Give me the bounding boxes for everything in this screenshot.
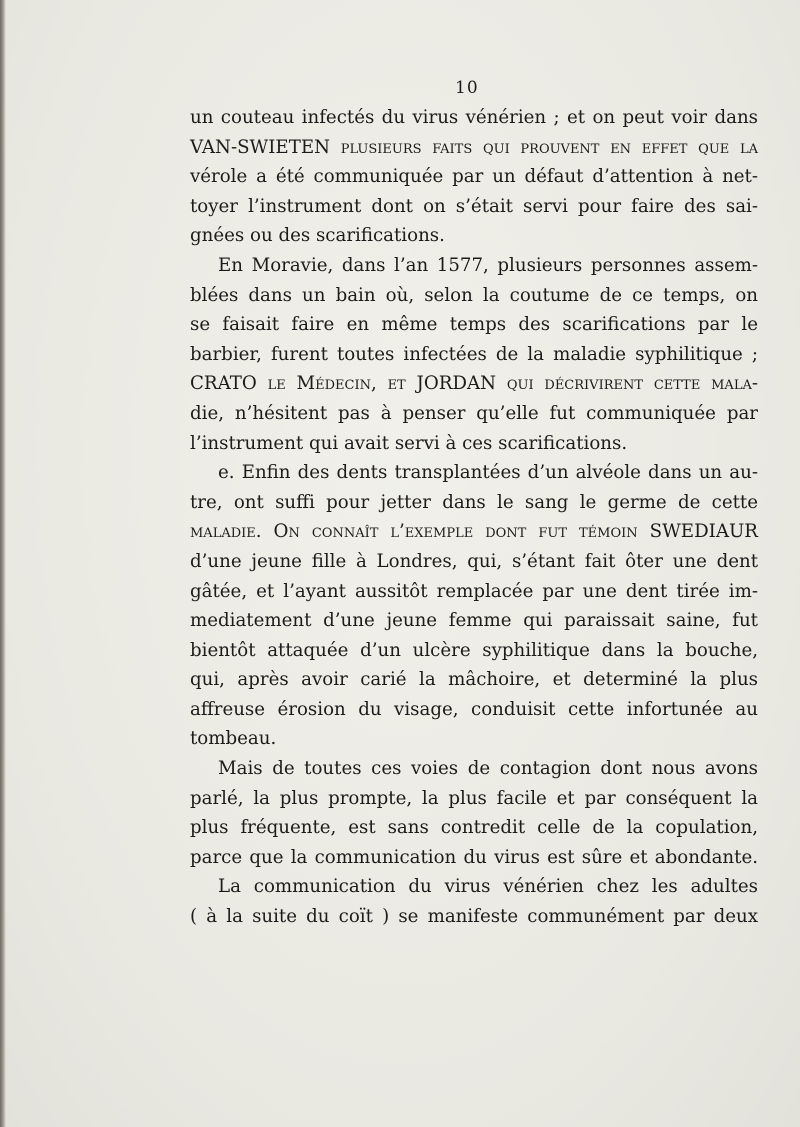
text-line: gnées ou des scarifications.	[190, 225, 445, 247]
text-line: se faisait faire en même temps des scarifications par le	[190, 314, 758, 336]
text-line: l’instrument qui avait servi à ces scarifications.	[190, 432, 628, 454]
page-number: 10	[455, 78, 479, 98]
text-line: mediatement d’une jeune femme qui paraissait saine, fut	[190, 610, 758, 632]
text-line: vérole a été communiquée par un défaut d’attention à net-	[190, 166, 758, 188]
text-line: Mais de toutes ces voies de contagion dont nous avons	[218, 758, 758, 780]
text-line: toyer l’instrument dont on s’était servi pour faire des sai-	[190, 195, 758, 217]
text-line: barbier, furent toutes infectées de la maladie syphilitique ;	[190, 343, 758, 365]
text-line: bientôt attaquée d’un ulcère syphilitique dans la bouche,	[190, 639, 758, 661]
text-line: VAN-SWIETEN plusieurs faits qui prouvent en effet que la	[190, 136, 758, 158]
text-line: e. Enfin des dents transplantées d’un alvéole dans un au-	[218, 462, 758, 484]
text-line: plus fréquente, est sans contredit celle de la copulation,	[190, 817, 758, 839]
text-line: ( à la suite du coït ) se manifeste communément par deux	[190, 906, 758, 928]
text-line: La communication du virus vénérien chez les adultes	[218, 876, 758, 898]
text-line: qui, après avoir carié la mâchoire, et determiné la plus	[190, 669, 758, 691]
text-line: parlé, la plus prompte, la plus facile et par conséquent la	[190, 787, 758, 809]
text-line: parce que la communication du virus est sûre et abondante.	[190, 846, 758, 868]
text-line: CRATO le Médecin, et JORDAN qui décrivirent cette mala-	[190, 373, 758, 395]
body-text	[190, 103, 758, 932]
text-line: d’une jeune fille à Londres, qui, s’étant fait ôter une dent	[190, 550, 758, 572]
text-line: affreuse érosion du visage, conduisit cette infortunée au	[190, 698, 758, 720]
text-line: tombeau.	[190, 728, 277, 750]
text-line: un couteau infectés du virus vénérien ; et on peut voir dans	[190, 107, 758, 128]
text-line: maladie. On connaît l’exemple dont fut témoin SWEDIAUR	[190, 521, 758, 543]
text-line: En Moravie, dans l’an 1577, plusieurs personnes assem-	[218, 254, 758, 276]
text-line: gâtée, et l’ayant aussitôt remplacée par une dent tirée im-	[190, 580, 758, 602]
text-line: tre, ont suffi pour jetter dans le sang le germe de cette	[190, 491, 758, 513]
text-line: blées dans un bain où, selon la coutume de ce temps, on	[190, 284, 758, 306]
page-binding-edge	[0, 0, 6, 1127]
text-line: die, n’hésitent pas à penser qu’elle fut communiquée par	[190, 402, 758, 424]
